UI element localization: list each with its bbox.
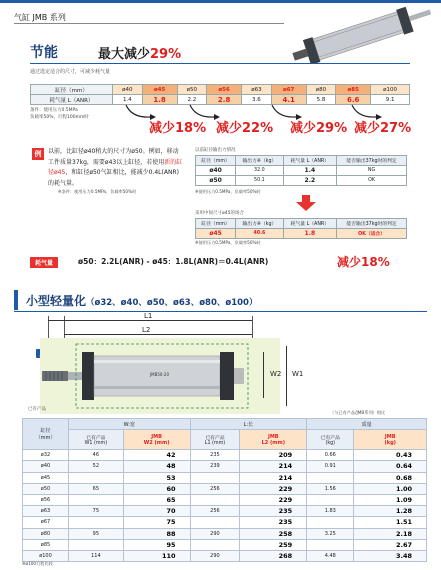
energy-rule	[30, 63, 410, 64]
table-row: ø45 40.6 1.8 OK（适合）	[196, 229, 407, 239]
dim-label-w2: W2	[270, 370, 282, 378]
spec-cell-m1: 0.66	[307, 450, 354, 461]
spec-cell-w2: 110	[123, 550, 190, 561]
spec-cell-m1	[307, 517, 354, 528]
spec-cell-bore: ø63	[23, 506, 69, 517]
spec-cell-m1	[307, 472, 354, 483]
compact-title-sizes: （ø32、ø40、ø50、ø63、ø80、ø100）	[86, 298, 258, 308]
spec-sub-existing-w: 已有产品 W1 (mm)	[69, 430, 124, 450]
spec-cell-w1: 65	[69, 483, 124, 494]
spec-cell-l1: 239	[190, 461, 240, 472]
table1-note: ※使用压力0.5MPa，负载率50%时	[195, 189, 261, 194]
spec-cell-bore: ø85	[23, 539, 69, 550]
example-text-b: ，和缸径ø50气缸相比，能减少0.4L(ANR)的耗气量。	[48, 169, 179, 187]
spec-cell-m2: 0.43	[354, 450, 427, 461]
table2	[195, 218, 407, 239]
table-row	[23, 550, 427, 561]
energy-headline-pct: 29%	[150, 47, 182, 62]
air-cell: 1.8	[142, 95, 177, 105]
example-text	[48, 147, 183, 189]
spec-cell-l1	[190, 539, 240, 550]
reduction-label: 减少22%	[216, 121, 274, 136]
energy-table-bore-row	[31, 85, 410, 95]
bore-cell: ø40	[113, 85, 143, 95]
spec-sub-jmb-m: JMB (kg)	[354, 430, 427, 450]
spec-cell-l2: 214	[240, 472, 307, 483]
dim-line-w2	[263, 352, 264, 398]
compact-rule	[14, 311, 427, 312]
spec-cell-m1: 3.25	[307, 528, 354, 539]
compact-title-marker	[14, 290, 18, 310]
energy-table	[30, 84, 410, 105]
spec-group-mass: 质量	[307, 419, 427, 430]
spec-cell-m2: 0.68	[354, 472, 427, 483]
spec-cell-l1	[190, 517, 240, 528]
bore-cell: ø67	[271, 85, 306, 95]
spec-table-note: （与已有产品/JMB系列）相比	[330, 410, 386, 415]
spec-cell-l2: 209	[240, 450, 307, 461]
dim-line-l2	[64, 334, 252, 335]
spec-table-footnote: ※ø100行程比较	[22, 561, 53, 566]
table1-title: 以前缸径输出力情况	[195, 148, 236, 153]
spec-cell-bore: ø50	[23, 483, 69, 494]
energy-table-air-row	[31, 95, 410, 105]
table1-header: 输出力※（kg）	[236, 156, 283, 166]
spec-cell-l1: 235	[190, 450, 240, 461]
reduction-label: 减少29%	[290, 121, 348, 136]
table1	[195, 155, 407, 186]
spec-cell-w2: 42	[123, 450, 190, 461]
spec-cell-m1: 1.83	[307, 506, 354, 517]
spec-cell-w1	[69, 539, 124, 550]
spec-group-w: W:宽	[69, 419, 191, 430]
spec-cell-l2: 235	[240, 517, 307, 528]
existing-product-tag: 已有产品	[28, 407, 46, 412]
dim-line-l1	[48, 320, 252, 321]
dim-label-l1: L1	[144, 312, 153, 320]
table2-note: ※使用压力0.5MPa，负载率50%时	[195, 240, 261, 245]
spec-sub-existing-l: 已有产品 L1 (mm)	[190, 430, 240, 450]
spec-cell-m2: 1.09	[354, 494, 427, 505]
spec-cell-l1: 290	[190, 528, 240, 539]
spec-group-l: L:长	[190, 419, 307, 430]
table-row	[23, 461, 427, 472]
table-row	[23, 450, 427, 461]
spec-cell-m2: 1.51	[354, 517, 427, 528]
spec-table	[22, 418, 427, 562]
air-cell: 5.8	[306, 95, 336, 105]
energy-table-bore-label: 缸径（mm）	[31, 85, 113, 95]
bore-cell: ø50	[177, 85, 207, 95]
spec-cell-bore: ø45	[23, 472, 69, 483]
spec-cell-bore: ø56	[23, 494, 69, 505]
spec-cell-l2: 235	[240, 506, 307, 517]
spec-cell-m1	[307, 494, 354, 505]
formula-badge: 耗气量	[30, 257, 58, 268]
spec-cell-m1	[307, 539, 354, 550]
spec-cell-l2: 229	[240, 483, 307, 494]
spec-cell-bore: ø100	[23, 550, 69, 561]
spec-cell-bore: ø32	[23, 450, 69, 461]
table-row	[23, 483, 427, 494]
spec-cell-l2: 214	[240, 461, 307, 472]
formula-text: ø50：2.2L(ANR) - ø45：1.8L(ANR)＝0.4L(ANR)	[78, 257, 269, 266]
dim-label-w1: W1	[292, 370, 304, 378]
spec-cell-w1	[69, 472, 124, 483]
energy-section-title: 节能	[30, 45, 58, 61]
example-condition: ※条件：使用压力0.5MPa，负载率50%时	[58, 189, 137, 194]
spec-cell-bore: ø80	[23, 528, 69, 539]
energy-condition-2: 负载率50%，行程100mm时	[30, 115, 89, 120]
bore-cell: ø85	[336, 85, 371, 95]
spec-cell-w2: 95	[123, 539, 190, 550]
spec-cell-m1: 4.48	[307, 550, 354, 561]
spec-col-bore: 缸径 （mm）	[23, 419, 69, 450]
energy-table-air-label: 耗气量 L（ANR）	[31, 95, 113, 105]
spec-cell-m2: 2.67	[354, 539, 427, 550]
spec-cell-l1	[190, 472, 240, 483]
top-rule	[0, 0, 441, 3]
spec-sub-jmb-l: JMB L2 (mm)	[240, 430, 307, 450]
spec-cell-w1: 75	[69, 506, 124, 517]
dim-line-w1	[286, 346, 287, 406]
air-cell: 3.6	[242, 95, 272, 105]
spec-cell-w2: 60	[123, 483, 190, 494]
dim-label-l2: L2	[142, 326, 151, 334]
table-row	[23, 528, 427, 539]
table-row: ø50 50.1 2.2 OK	[196, 176, 407, 186]
air-cell: 4.1	[271, 95, 306, 105]
spec-cell-l1	[190, 494, 240, 505]
spec-cell-w1: 114	[69, 550, 124, 561]
down-arrow-icon	[296, 195, 316, 211]
table2-title: 采用中间尺寸ø45的场合	[195, 211, 244, 216]
example-badge: 例	[32, 148, 44, 160]
reduction-label: 减少27%	[354, 121, 412, 136]
table-row	[23, 539, 427, 550]
energy-headline-prefix: 最大减少	[98, 47, 151, 62]
cylinder-side-image	[40, 338, 280, 414]
bore-cell: ø56	[207, 85, 242, 95]
table1-header: 耗气量 L（ANR）	[283, 156, 337, 166]
table1-header: 能否输出37kg时的判定	[337, 156, 407, 166]
spec-sub-existing-m: 已有产品 (kg)	[307, 430, 354, 450]
table-row	[23, 494, 427, 505]
spec-cell-l2: 268	[240, 550, 307, 561]
spec-sub-jmb-w: JMB W2 (mm)	[123, 430, 190, 450]
spec-cell-w2: 65	[123, 494, 190, 505]
spec-cell-m1: 1.56	[307, 483, 354, 494]
bore-cell: ø80	[306, 85, 336, 95]
compact-title	[26, 292, 257, 309]
spec-cell-w1: 52	[69, 461, 124, 472]
header-rule	[14, 23, 284, 24]
bore-cell: ø45	[142, 85, 177, 95]
bore-cell: ø100	[371, 85, 410, 95]
air-cell: 9.1	[371, 95, 410, 105]
spec-cell-w2: 75	[123, 517, 190, 528]
spec-cell-w2: 53	[123, 472, 190, 483]
spec-cell-w2: 70	[123, 506, 190, 517]
spec-cell-w1	[69, 517, 124, 528]
table2-header: 输出力※（kg）	[236, 219, 283, 229]
spec-cell-w1: 46	[69, 450, 124, 461]
example-text-a: 以前，比缸径ø40稍大的尺寸为ø50。例如，移动工件质量37kg，需要ø43以上缸径，若使用	[48, 148, 179, 166]
energy-headline	[98, 43, 181, 62]
air-cell: 2.2	[177, 95, 207, 105]
energy-subtitle: 通过选定适合的尺寸，可减少耗气量	[30, 69, 111, 75]
spec-cell-w1: 95	[69, 528, 124, 539]
reduction-label: 减少18%	[149, 121, 207, 136]
table-row	[23, 472, 427, 483]
air-cell: 1.4	[113, 95, 143, 105]
table-row: ø40 32.0 1.4 NG	[196, 166, 407, 176]
energy-condition-1: 条件：使用压力0.5MPa	[30, 108, 78, 113]
spec-cell-l1: 256	[190, 483, 240, 494]
page-header-title: 气缸 JMB 系列	[14, 13, 66, 22]
spec-cell-l2: 229	[240, 494, 307, 505]
spec-cell-w2: 88	[123, 528, 190, 539]
spec-cell-m2: 1.00	[354, 483, 427, 494]
spec-cell-l1: 290	[190, 550, 240, 561]
spec-cell-m2: 1.28	[354, 506, 427, 517]
air-cell: 6.6	[336, 95, 371, 105]
spec-cell-l1: 256	[190, 506, 240, 517]
bore-cell: ø63	[242, 85, 272, 95]
spec-cell-m1: 0.91	[307, 461, 354, 472]
spec-cell-m2: 2.18	[354, 528, 427, 539]
table2-header: 耗气量 L（ANR）	[283, 219, 337, 229]
cylinder-image-top	[290, 5, 438, 63]
spec-cell-l2: 259	[240, 539, 307, 550]
spec-cell-l2: 258	[240, 528, 307, 539]
spec-cell-bore: ø67	[23, 517, 69, 528]
formula-result: 减少18%	[337, 255, 390, 269]
spec-cell-m2: 3.48	[354, 550, 427, 561]
table-row	[23, 517, 427, 528]
spec-cell-w1	[69, 494, 124, 505]
cylinder-model-text: JMB50-20	[150, 372, 169, 377]
spec-cell-m2: 0.64	[354, 461, 427, 472]
table-row	[23, 506, 427, 517]
table1-header: 缸径（mm）	[196, 156, 236, 166]
spec-cell-bore: ø40	[23, 461, 69, 472]
compact-title-text: 小型轻量化	[26, 294, 87, 308]
air-cell: 2.8	[207, 95, 242, 105]
spec-cell-w2: 48	[123, 461, 190, 472]
table2-header: 缸径（mm）	[196, 219, 236, 229]
example-text-highlight: 新的缸径ø45	[48, 158, 183, 176]
table2-header: 能否输出37kg时的判定	[337, 219, 407, 229]
